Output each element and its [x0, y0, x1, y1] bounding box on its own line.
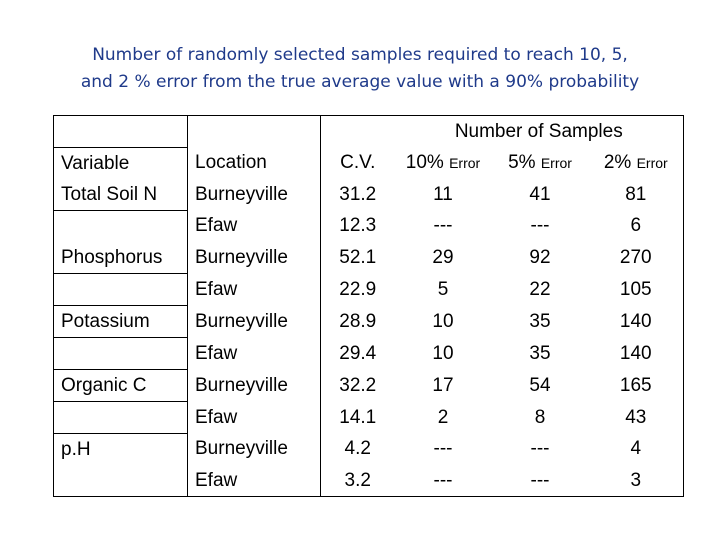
- error-2-cell: 6: [589, 211, 684, 243]
- cv-cell: 14.1: [321, 402, 395, 434]
- table-row: [54, 211, 684, 243]
- table-row: [54, 465, 684, 497]
- error-5-cell: 8: [534, 406, 546, 428]
- error-2-cell: 43: [589, 402, 684, 434]
- error-2-cell: 105: [589, 274, 684, 306]
- error-10-header: [395, 148, 492, 180]
- error-2-pct: 2%: [603, 152, 632, 174]
- cv-cell: 29.4: [321, 338, 395, 370]
- table-row: [54, 370, 684, 402]
- error-5-cell: 35: [529, 310, 551, 332]
- variable-cell: [54, 402, 188, 434]
- location-cell: Burneyville: [188, 242, 321, 274]
- error-5-header: [492, 148, 589, 180]
- error-10-cell: 2: [437, 406, 449, 428]
- header-blank-variable: [54, 116, 188, 148]
- error-2-cell: 3: [589, 465, 684, 497]
- cv-cell: 12.3: [321, 211, 395, 243]
- variable-cell: p.H: [54, 434, 188, 466]
- header-blank-location: [188, 116, 321, 148]
- variable-cell: [54, 465, 188, 497]
- error-2-header: [589, 148, 684, 180]
- table-row: [54, 338, 684, 370]
- error-5-cell: ---: [530, 438, 550, 460]
- table-row: [54, 402, 684, 434]
- table-row: [54, 274, 684, 306]
- number-of-samples-header: Number of Samples: [395, 116, 684, 148]
- cv-cell: 3.2: [321, 465, 395, 497]
- error-2-cell: 270: [589, 242, 684, 274]
- variable-header: Variable: [54, 148, 188, 180]
- error-2-cell: 140: [589, 306, 684, 338]
- error-10-cell: 17: [432, 374, 454, 396]
- location-cell: Efaw: [188, 338, 321, 370]
- cv-cell: 32.2: [321, 370, 395, 402]
- header-row-group: [54, 116, 684, 148]
- error-5-cell: ---: [530, 215, 550, 237]
- variable-cell: Phosphorus: [54, 242, 188, 274]
- error-2-cell: 140: [589, 338, 684, 370]
- error-2-cell: 165: [589, 370, 684, 402]
- error-10-cell: 29: [432, 246, 454, 268]
- error-10-cell: 10: [432, 342, 454, 364]
- table-row: [54, 179, 684, 211]
- error-5-cell: ---: [492, 465, 589, 497]
- cv-cell: 31.2: [321, 179, 395, 211]
- error-5-cell: 54: [529, 374, 551, 396]
- error-10-cell: ---: [433, 438, 453, 460]
- location-cell: Burneyville: [188, 306, 321, 338]
- variable-cell: [54, 274, 188, 306]
- error-10-pct: 10%: [405, 152, 444, 174]
- variable-cell: Total Soil N: [54, 179, 188, 211]
- title-line-1: Number of randomly selected samples required to reach 10, 5,: [92, 45, 628, 65]
- location-cell: Burneyville: [188, 179, 321, 211]
- slide-title: [0, 42, 720, 96]
- error-10-cell: ---: [433, 215, 453, 237]
- variable-cell: [54, 338, 188, 370]
- table-row: [54, 242, 684, 274]
- location-cell: Efaw: [188, 465, 321, 497]
- cv-cell: 28.9: [321, 306, 395, 338]
- variable-cell: [54, 211, 188, 243]
- error-5-cell: 92: [529, 246, 551, 268]
- location-cell: Efaw: [188, 211, 321, 243]
- location-cell: Burneyville: [188, 370, 321, 402]
- header-row-columns: [54, 148, 684, 180]
- variable-cell: Organic C: [54, 370, 188, 402]
- error-10-cell: 11: [433, 183, 453, 205]
- table-row: [54, 306, 684, 338]
- location-cell: Efaw: [188, 402, 321, 434]
- error-2-cell: 81: [589, 179, 684, 211]
- table-row: [54, 434, 684, 466]
- error-5-cell: 41: [529, 183, 551, 205]
- error-10-cell: ---: [395, 465, 492, 497]
- location-cell: Burneyville: [188, 434, 321, 466]
- error-10-word: Error: [449, 155, 481, 172]
- error-10-cell: 10: [432, 310, 454, 332]
- cv-cell: 52.1: [321, 242, 395, 274]
- variable-cell: Potassium: [54, 306, 188, 338]
- error-5-word: Error: [540, 155, 572, 172]
- cv-cell: 4.2: [321, 434, 395, 466]
- samples-table: [53, 115, 684, 497]
- title-line-2: and 2 % error from the true average value with a 90% probability: [80, 72, 640, 92]
- error-5-pct: 5%: [508, 152, 536, 174]
- error-5-cell: 35: [529, 342, 551, 364]
- cv-header: C.V.: [321, 148, 395, 180]
- error-2-word: Error: [636, 155, 668, 172]
- header-blank-cv: [321, 116, 395, 148]
- cv-cell: 22.9: [321, 274, 395, 306]
- location-header: Location: [188, 148, 321, 180]
- error-5-cell: 22: [529, 278, 551, 300]
- location-cell: Efaw: [188, 274, 321, 306]
- error-10-cell: 5: [437, 278, 449, 300]
- error-2-cell: 4: [589, 434, 684, 466]
